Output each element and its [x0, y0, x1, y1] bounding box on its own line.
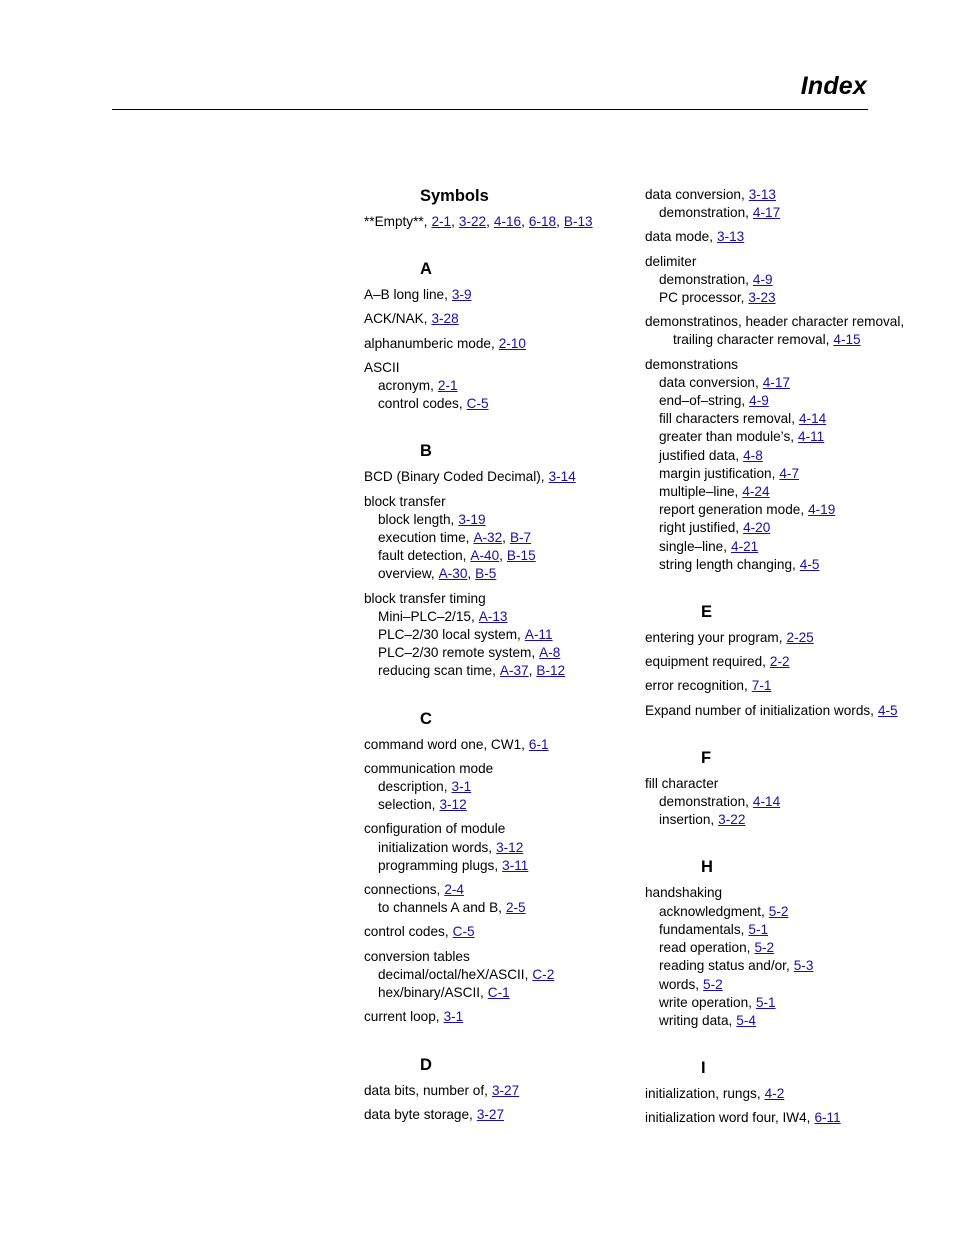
- page-reference-link[interactable]: 4-17: [762, 374, 790, 390]
- page-reference-link[interactable]: 5-2: [754, 940, 775, 956]
- entry-text: data conversion,: [659, 374, 759, 390]
- page-reference-link[interactable]: 4-14: [752, 794, 781, 810]
- entry-text: demonstrations: [645, 356, 738, 372]
- index-subentry: [364, 529, 634, 547]
- page-reference-link[interactable]: 5-1: [755, 994, 776, 1010]
- entry-text: acknowledgment,: [659, 903, 765, 919]
- page-reference-link[interactable]: 4-5: [877, 702, 898, 718]
- page-reference-link[interactable]: 6-11: [814, 1110, 841, 1126]
- page-reference-link[interactable]: 4-17: [752, 205, 781, 221]
- index-term: [645, 775, 945, 793]
- section-heading: I: [701, 1059, 706, 1078]
- page-reference-link[interactable]: 4-11: [798, 429, 825, 445]
- index-subentry: [645, 392, 945, 410]
- index-subentry: [364, 966, 634, 984]
- entry-text: greater than module’s,: [659, 429, 795, 445]
- ref-separator: ,: [499, 548, 503, 564]
- entry-text: BCD (Binary Coded Decimal),: [364, 469, 545, 485]
- index-subentry: [645, 374, 945, 392]
- entry-text: **Empty**,: [364, 214, 428, 229]
- section-heading: Symbols: [420, 187, 489, 205]
- index-term: [645, 677, 945, 695]
- entry-text: fault detection,: [378, 548, 467, 564]
- page-reference-link[interactable]: 3-11: [502, 857, 529, 873]
- index-entry: [364, 881, 634, 917]
- entry-text: right justified,: [659, 520, 740, 536]
- entry-text: block length,: [378, 511, 455, 527]
- index-term: [364, 493, 634, 511]
- index-term: [645, 653, 945, 671]
- page-reference-link[interactable]: B-5: [475, 566, 497, 582]
- index-term: [364, 335, 634, 353]
- entry-text: initialization word four, IW4,: [645, 1110, 811, 1126]
- index-term: [364, 310, 634, 328]
- page-reference-link[interactable]: 6-1: [528, 736, 549, 752]
- index-entry: [364, 820, 634, 875]
- entry-text: initialization words,: [378, 839, 493, 855]
- page-reference-link[interactable]: 3-22: [458, 214, 487, 229]
- index-entry: [645, 629, 945, 647]
- index-entry: [364, 310, 634, 328]
- page-reference-link[interactable]: 3-12: [439, 797, 467, 813]
- entry-text: connections,: [364, 882, 441, 898]
- page-reference-link[interactable]: C-1: [487, 985, 510, 1001]
- index-entry: [364, 1082, 634, 1100]
- index-subentry: [645, 957, 945, 975]
- page-reference-link[interactable]: 4-9: [749, 393, 769, 409]
- index-section: [364, 709, 634, 1027]
- entry-text: multiple–line,: [659, 484, 739, 500]
- index-subentry: [645, 921, 945, 939]
- page-reference-link[interactable]: A-32: [473, 530, 503, 546]
- page-reference-link[interactable]: 5-4: [736, 1012, 756, 1028]
- ref-separator: ,: [502, 530, 506, 546]
- index-entry: [364, 923, 634, 941]
- index-term: [364, 881, 634, 899]
- entry-text: end–of–string,: [659, 393, 746, 409]
- entry-text: to channels A and B,: [378, 900, 502, 916]
- page-reference-link[interactable]: A-13: [478, 608, 508, 624]
- entry-text: read operation,: [659, 940, 751, 956]
- entry-text: write operation,: [659, 994, 752, 1010]
- index-entry: [645, 653, 945, 671]
- page-reference-link[interactable]: 3-19: [458, 511, 486, 527]
- index-term: [645, 1085, 945, 1103]
- index-section: [364, 1055, 634, 1124]
- index-term: [364, 213, 634, 231]
- page-reference-link[interactable]: 5-2: [703, 976, 723, 992]
- entry-text: Expand number of initialization words,: [645, 702, 874, 718]
- page-reference-link[interactable]: 2-25: [786, 630, 814, 646]
- index-term: [645, 884, 945, 902]
- page-reference-link[interactable]: 3-13: [748, 187, 776, 202]
- entry-text: conversion tables: [364, 948, 470, 964]
- entry-text: delimiter: [645, 253, 697, 269]
- page-reference-link[interactable]: A-11: [524, 627, 553, 643]
- index-entry: [645, 186, 945, 222]
- page-reference-link[interactable]: 4-2: [764, 1086, 785, 1102]
- index-subentry: [645, 538, 945, 556]
- entry-text: ASCII: [364, 359, 400, 375]
- entry-text: handshaking: [645, 885, 723, 901]
- entry-text: equipment required,: [645, 654, 766, 670]
- index-entry: [364, 286, 634, 304]
- page-reference-link[interactable]: B-12: [536, 663, 566, 679]
- index-term: [364, 820, 634, 838]
- page-reference-link[interactable]: 6-18: [528, 214, 557, 229]
- index-term: [645, 356, 945, 374]
- page-reference-link[interactable]: 4-7: [779, 465, 800, 481]
- index-subentry: [645, 204, 945, 222]
- entry-text: programming plugs,: [378, 857, 499, 873]
- index-section: [645, 857, 945, 1030]
- index-subentry: [364, 395, 634, 413]
- entry-text: fundamentals,: [659, 921, 745, 937]
- index-entry: [645, 702, 945, 720]
- page-reference-link[interactable]: 4-16: [493, 214, 522, 229]
- entry-text: decimal/octal/heX/ASCII,: [378, 966, 529, 982]
- index-subentry: [645, 410, 945, 428]
- index-subentry: [364, 857, 634, 875]
- page-reference-link[interactable]: 7-1: [751, 678, 772, 694]
- index-term: [645, 228, 945, 246]
- entry-text: control codes,: [378, 396, 463, 412]
- index-term: [364, 923, 634, 941]
- index-entry: [645, 253, 945, 308]
- entry-text: margin justification,: [659, 465, 776, 481]
- index-section: [645, 1058, 945, 1127]
- page-reference-link[interactable]: 4-24: [742, 484, 770, 500]
- section-heading: B: [420, 442, 432, 461]
- page-reference-link[interactable]: 2-1: [431, 214, 452, 229]
- entry-text: PLC–2/30 local system,: [378, 627, 521, 643]
- page-reference-link[interactable]: 4-15: [833, 332, 861, 348]
- entry-text: Mini–PLC–2/15,: [378, 608, 475, 624]
- page-reference-link[interactable]: B-7: [509, 530, 532, 546]
- page-reference-link[interactable]: 5-2: [768, 903, 789, 919]
- entry-text: command word one, CW1,: [364, 736, 525, 752]
- page-reference-link[interactable]: 5-3: [793, 958, 814, 974]
- ref-separator: ,: [556, 214, 560, 229]
- index-section: [364, 259, 634, 413]
- entry-text: trailing character removal,: [673, 332, 830, 348]
- page-reference-link[interactable]: 2-5: [505, 900, 526, 916]
- page-reference-link[interactable]: 2-10: [498, 335, 526, 351]
- entry-text: communication mode: [364, 760, 494, 776]
- page-reference-link[interactable]: A-8: [539, 645, 561, 661]
- index-section: [645, 748, 945, 830]
- index-subentry: [364, 796, 634, 814]
- ref-separator: ,: [451, 214, 455, 229]
- entry-text: PC processor,: [659, 290, 745, 306]
- index-subentry: [364, 511, 634, 529]
- index-term: [364, 760, 634, 778]
- index-subentry: [645, 465, 945, 483]
- page-reference-link[interactable]: 4-5: [799, 556, 820, 572]
- entry-text: current loop,: [364, 1009, 440, 1025]
- index-term: [645, 253, 945, 271]
- index-section: [645, 186, 945, 574]
- index-subentry: [364, 626, 634, 644]
- entry-text: demonstration,: [659, 271, 749, 287]
- entry-text: overview,: [378, 566, 435, 582]
- entry-text: justified data,: [659, 447, 740, 463]
- page-reference-link[interactable]: 4-20: [743, 520, 771, 536]
- page-reference-link[interactable]: B-13: [563, 214, 593, 229]
- index-entry: [645, 1109, 945, 1127]
- page-reference-link[interactable]: C-5: [452, 924, 475, 940]
- page-reference-link[interactable]: 4-21: [731, 538, 759, 554]
- index-entry: [645, 228, 945, 246]
- index-subentry: [645, 793, 945, 811]
- index-entry: [645, 775, 945, 830]
- index-subentry: [364, 608, 634, 626]
- entry-text: insertion,: [659, 812, 715, 828]
- entry-text: demonstration,: [659, 794, 749, 810]
- index-subentry: [645, 289, 945, 307]
- index-term: [645, 629, 945, 647]
- index-subentry: [364, 899, 634, 917]
- index-subentry: [645, 483, 945, 501]
- index-entry: [364, 213, 634, 231]
- page-reference-link[interactable]: 3-12: [496, 839, 524, 855]
- index-term: [364, 1082, 634, 1100]
- entry-text: demonstratinos, header character removal,: [645, 314, 905, 330]
- index-subentry: [645, 1012, 945, 1030]
- index-subentry: [645, 994, 945, 1012]
- section-heading: D: [420, 1055, 432, 1074]
- page-reference-link[interactable]: 3-14: [548, 469, 576, 485]
- ref-separator: ,: [521, 214, 525, 229]
- index-subentry: [645, 428, 945, 446]
- index-subentry: [645, 556, 945, 574]
- entry-text: initialization, rungs,: [645, 1086, 761, 1102]
- index-subentry: [645, 331, 945, 349]
- entry-text: control codes,: [364, 924, 449, 940]
- index-section: [364, 441, 634, 680]
- page-title: Index: [800, 72, 867, 100]
- entry-text: single–line,: [659, 538, 728, 554]
- index-subentry: [364, 839, 634, 857]
- index-entry: [364, 335, 634, 353]
- section-heading: H: [701, 858, 713, 877]
- index-subentry: [364, 377, 634, 395]
- index-term: [364, 948, 634, 966]
- page-reference-link[interactable]: 3-1: [443, 1009, 464, 1025]
- index-term: [645, 186, 945, 204]
- index-entry: [364, 736, 634, 754]
- index-term: [364, 590, 634, 608]
- index-entry: [645, 884, 945, 1030]
- page-reference-link[interactable]: 3-9: [451, 287, 472, 303]
- entry-text: acronym,: [378, 378, 434, 394]
- page-reference-link[interactable]: B-15: [506, 548, 536, 564]
- ref-separator: ,: [467, 566, 472, 582]
- index-section: [645, 602, 945, 720]
- index-entry: [364, 468, 634, 486]
- index-section: [364, 186, 634, 231]
- index-term: [364, 1106, 634, 1124]
- index-subentry: [364, 984, 634, 1002]
- page-reference-link[interactable]: 2-1: [437, 378, 458, 394]
- page-reference-link[interactable]: 3-28: [431, 311, 459, 327]
- page-reference-link[interactable]: A-37: [499, 663, 529, 679]
- entry-text: data byte storage,: [364, 1106, 473, 1122]
- entry-text: report generation mode,: [659, 502, 805, 518]
- ref-separator: ,: [486, 214, 490, 229]
- entry-text: block transfer: [364, 493, 446, 509]
- entry-text: A–B long line,: [364, 287, 448, 303]
- index-subentry: [645, 519, 945, 537]
- entry-text: selection,: [378, 797, 436, 813]
- index-term: [364, 286, 634, 304]
- index-subentry: [645, 271, 945, 289]
- index-term: [364, 359, 634, 377]
- index-entry: [645, 1085, 945, 1103]
- index-subentry: [364, 565, 634, 583]
- page-reference-link[interactable]: 4-14: [798, 411, 827, 427]
- entry-text: ACK/NAK,: [364, 311, 428, 327]
- page-reference-link[interactable]: 4-8: [743, 447, 763, 463]
- page-reference-link[interactable]: 3-1: [451, 779, 472, 795]
- entry-text: fill characters removal,: [659, 411, 795, 427]
- index-subentry: [645, 811, 945, 829]
- index-entry: [364, 590, 634, 681]
- entry-text: data bits, number of,: [364, 1082, 488, 1098]
- page-reference-link[interactable]: 2-2: [769, 654, 790, 670]
- page-reference-link[interactable]: 4-9: [752, 271, 773, 287]
- entry-text: error recognition,: [645, 678, 748, 694]
- entry-text: string length changing,: [659, 556, 796, 572]
- entry-text: reading status and/or,: [659, 958, 790, 974]
- index-entry: [364, 359, 634, 414]
- index-term: [645, 702, 945, 720]
- page-reference-link[interactable]: C-5: [466, 396, 489, 412]
- entry-text: demonstration,: [659, 205, 749, 221]
- index-subentry: [645, 976, 945, 994]
- index-term: [364, 736, 634, 754]
- index-subentry: [364, 644, 634, 662]
- index-column-right: [645, 186, 945, 1156]
- entry-text: configuration of module: [364, 821, 506, 837]
- index-entry: [645, 356, 945, 574]
- entry-text: block transfer timing: [364, 590, 486, 606]
- entry-text: alphanumberic mode,: [364, 335, 495, 351]
- index-entry: [645, 313, 945, 349]
- section-heading: C: [420, 709, 432, 728]
- index-column-left: [364, 186, 634, 1152]
- index-subentry: [645, 939, 945, 957]
- entry-text: words,: [659, 976, 700, 992]
- index-subentry: [364, 547, 634, 565]
- index-term: [645, 1109, 945, 1127]
- entry-text: reducing scan time,: [378, 663, 496, 679]
- index-subentry: [645, 501, 945, 519]
- entry-text: data conversion,: [645, 187, 745, 202]
- entry-text: PLC–2/30 remote system,: [378, 645, 536, 661]
- entry-text: description,: [378, 779, 448, 795]
- index-entry: [364, 1008, 634, 1026]
- page-reference-link[interactable]: 3-13: [717, 229, 745, 245]
- page-reference-link[interactable]: A-30: [438, 566, 468, 582]
- entry-text: data mode,: [645, 229, 714, 245]
- index-subentry: [364, 662, 634, 680]
- page-reference-link[interactable]: 3-27: [491, 1082, 520, 1098]
- page-reference-link[interactable]: 3-23: [748, 290, 776, 306]
- entry-text: writing data,: [659, 1012, 733, 1028]
- index-subentry: [645, 447, 945, 465]
- section-heading: A: [420, 260, 432, 279]
- index-entry: [364, 1106, 634, 1124]
- index-term: [645, 313, 945, 331]
- page-reference-link[interactable]: C-2: [532, 966, 555, 982]
- page-reference-link[interactable]: A-40: [470, 548, 500, 564]
- page-reference-link[interactable]: 5-1: [748, 921, 769, 937]
- index-entry: [364, 760, 634, 815]
- section-heading: F: [701, 748, 712, 767]
- page-reference-link[interactable]: 2-4: [444, 882, 464, 898]
- title-rule: [112, 109, 868, 110]
- index-term: [364, 1008, 634, 1026]
- index-subentry: [364, 778, 634, 796]
- entry-text: execution time,: [378, 530, 470, 546]
- page-reference-link[interactable]: 3-22: [718, 812, 746, 828]
- index-entry: [364, 948, 634, 1003]
- index-subentry: [645, 903, 945, 921]
- entry-text: entering your program,: [645, 630, 783, 646]
- entry-text: fill character: [645, 775, 719, 791]
- entry-text: hex/binary/ASCII,: [378, 985, 484, 1001]
- section-heading: E: [701, 603, 713, 622]
- page-reference-link[interactable]: 3-27: [476, 1106, 505, 1122]
- index-entry: [645, 677, 945, 695]
- index-term: [364, 468, 634, 486]
- index-entry: [364, 493, 634, 584]
- page-reference-link[interactable]: 4-19: [808, 502, 836, 518]
- ref-separator: ,: [528, 663, 533, 679]
